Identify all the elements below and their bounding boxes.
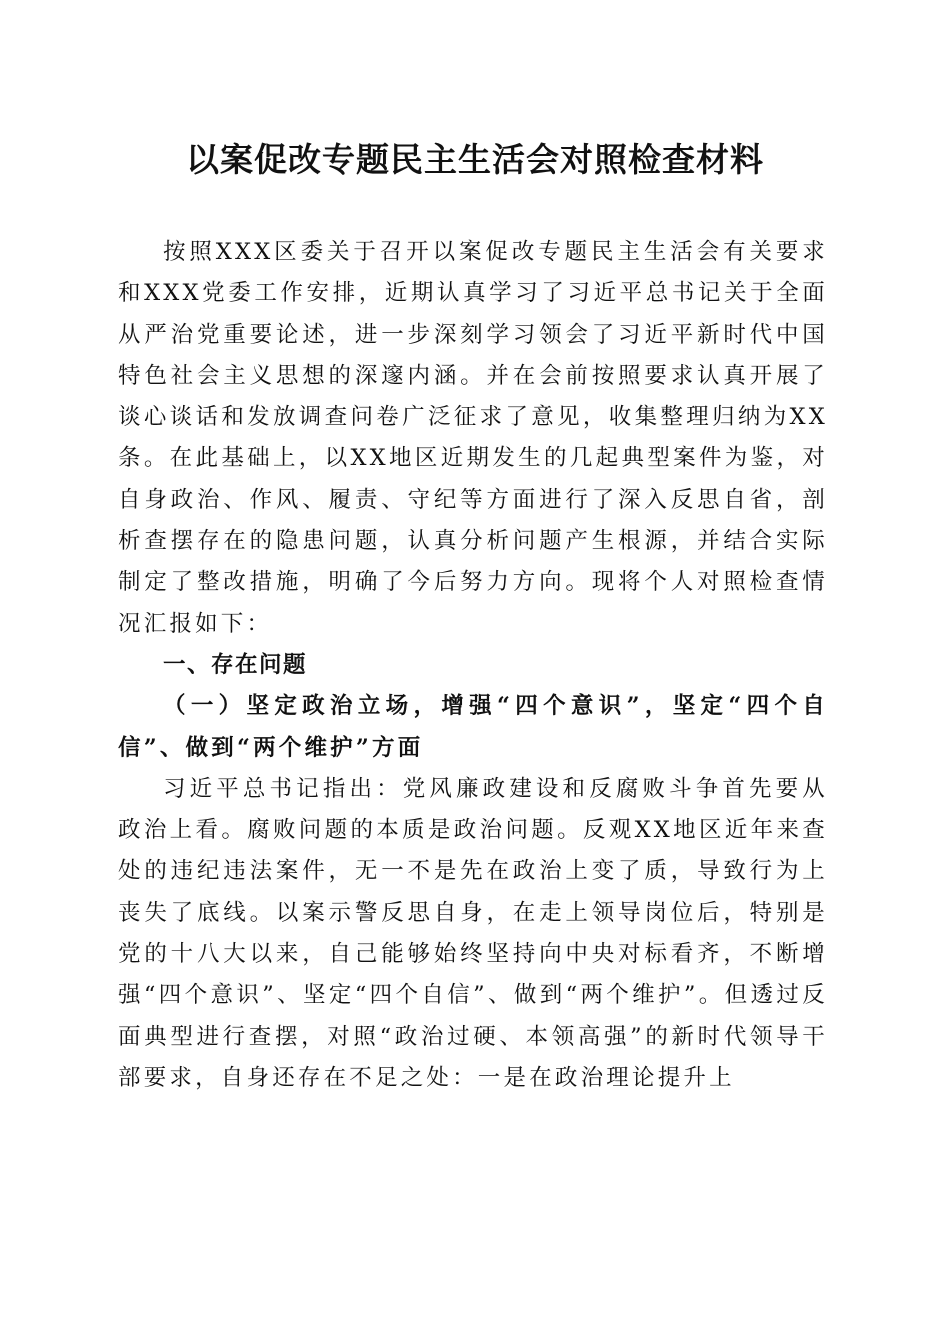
section-heading-problems: 一、存在问题 xyxy=(163,651,308,678)
subsection-heading-political-stance: （一）坚定政治立场，增强“四个意识”，坚定“四个自信”、做到“两个维护”方面 xyxy=(118,693,828,761)
subsection-body-paragraph: 习近平总书记指出：党风廉政建设和反腐败斗争首先要从政治上看。腐败问题的本质是政治问题。反观XX地区近年来查处的违纪违法案件，无一不是先在政治上变了质，导致行为上丧失了底线。以案示警反思自身，在走上领导岗位后，特别是党的十八大以来，自己能够始终坚持向中央对标看齐，不断增强“四个意识”、坚定“四个自信”、做到“两个维护”。但透过反面典型进行查摆，对照“政治过硬、本领高强”的新时代领导干部要求，自身还存在不足之处：一是在政治理论提升上 xyxy=(118,775,828,1091)
document-title: 以案促改专题民主生活会对照检查材料 xyxy=(186,140,764,179)
document-body xyxy=(118,232,828,1099)
intro-paragraph: 按照XXX区委关于召开以案促改专题民主生活会有关要求和XXX党委工作安排，近期认真学习了习近平总书记关于全面从严治党重要论述，进一步深刻学习领会了习近平新时代中国特色社会主义思想的深邃内涵。并在会前按照要求认真开展了谈心谈话和发放调查问卷广泛征求了意见，收集整理归纳为XX条。在此基础上，以XX地区近期发生的几起典型案件为鉴，对自身政治、作风、履责、守纪等方面进行了深入反思自省，剖析查摆存在的隐患问题，认真分析问题产生根源，并结合实际制定了整改措施，明确了今后努力方向。现将个人对照检查情况汇报如下： xyxy=(118,239,828,637)
